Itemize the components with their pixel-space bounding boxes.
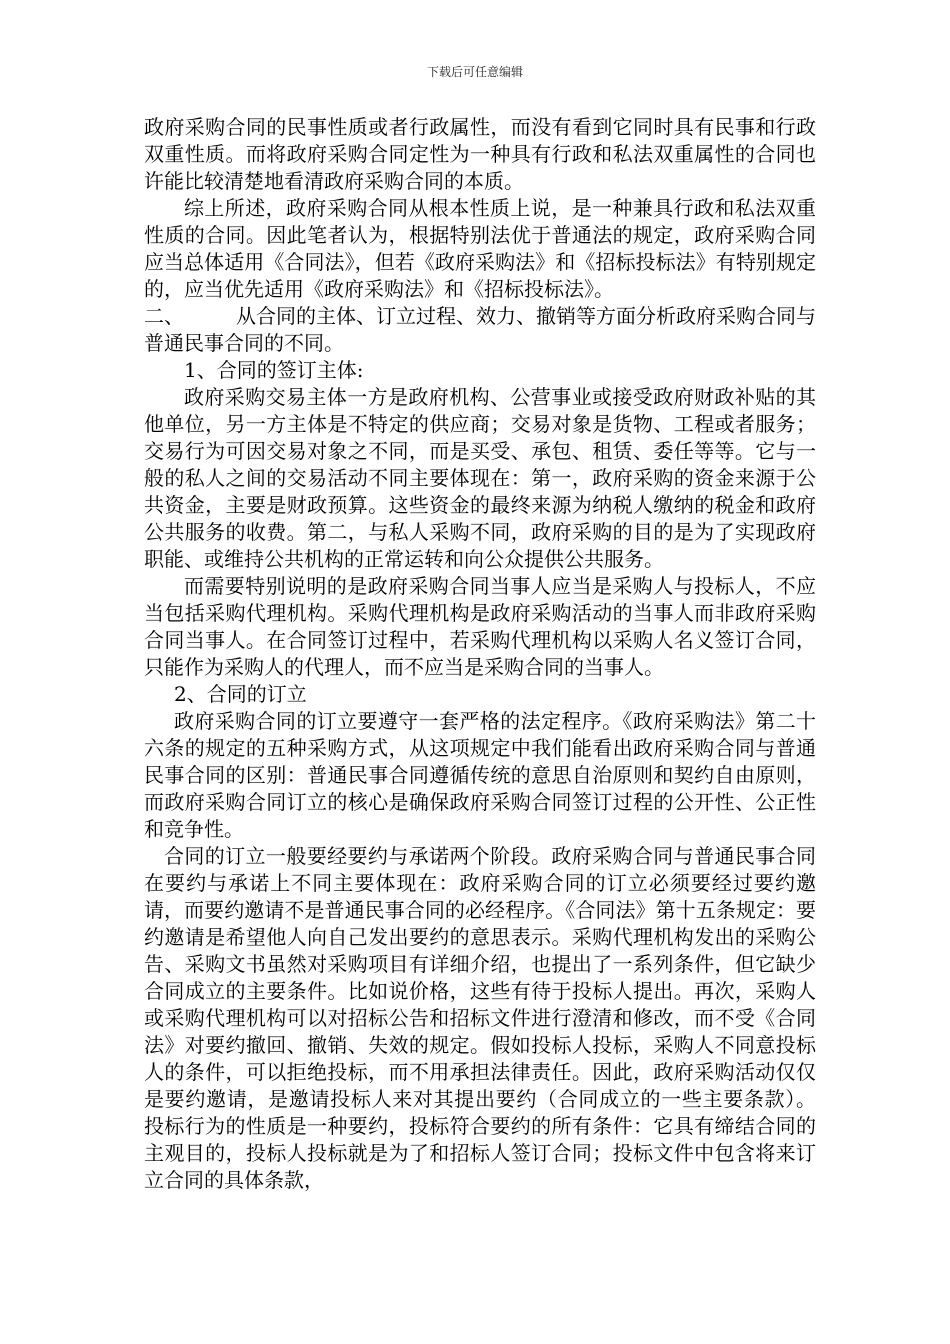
subsection-title: 2、合同的订立 <box>174 682 307 706</box>
page-header: 下载后可任意编辑 <box>426 65 523 79</box>
paragraph: 政府采购合同的订立要遵守一套严格的法定程序。《政府采购法》第二十六条的规定的五种采购方式，从这项规定中我们能看出政府采购合同与普通民事合同的区别：普通民事合同遵循传统的意思自治原则和契约自由原则，而政府采购合同订立的核心是确保政府采购合同签订过程的公开性、公正性和竞争性。 <box>144 709 816 841</box>
subsection-title: 1、合同的签订主体: <box>184 358 364 382</box>
paragraph: 综上所述，政府采购合同从根本性质上说，是一种兼具行政和私法双重性质的合同。因此笔者认为，根据特别法优于普通法的规定，政府采购合同应当总体适用《合同法》，但若《政府采购法》和《招标投标法》有特别规定的，应当优先适用《政府采购法》和《招标投标法》。 <box>144 196 816 301</box>
section-number: 二、 <box>144 304 184 328</box>
paragraph: 政府采购合同的民事性质或者行政属性，而没有看到它同时具有民事和行政双重性质。而将政府采购合同定性为一种具有行政和私法双重属性的合同也许能比较清楚地看清政府采购合同的本质。 <box>144 115 816 193</box>
paragraph: 合同的订立一般要经要约与承诺两个阶段。政府采购合同与普通民事合同在要约与承诺上不同主要体现在：政府采购合同的订立必须要经过要约邀请，而要约邀请不是普通民事合同的必经程序。《合同法》第十五条规定：要约邀请是希望他人向自己发出要约的意思表示。采购代理机构发出的采购公告、采购文书虽然对采购项目有详细介绍，也提出了一系列条件，但它缺少合同成立的主要条件。比如说价格，这些有待于投标人提出。再次，采购人或采购代理机构可以对招标公告和招标文件进行澄清和修改，而不受《合同法》对要约撤回、撤销、失效的规定。假如投标人投标，采购人不同意投标人的条件，可以拒绝投标，而不用承担法律责任。因此，政府采购活动仅仅是要约邀请，是邀请投标人来对其提出要约（合同成立的一些主要条款）。 投标行为的性质是一种要约，投标符合要约的所有条件：它具有缔结合同的主观目的，投标人投标就是为了和招标人签订合同；投标文件中包含将来订立合同的具体条款， <box>144 844 816 1192</box>
section-title: 从合同的主体、订立过程、效力、撤销等方面分析政府采购合同与普通民事合同的不同。 <box>144 304 816 355</box>
section-heading <box>144 303 816 357</box>
paragraph: 政府采购交易主体一方是政府机构、公营事业或接受政府财政补贴的其他单位，另一方主体是不特定的供应商；交易对象是货物、工程或者服务；交易行为可因交易对象之不同，而是买受、承包、租赁、委任等等。它与一般的私人之间的交易活动不同主要体现在：第一，政府采购的资金来源于公共资金，主要是财政预算。这些资金的最终来源为纳税人缴纳的税金和政府公共服务的收费。第二，与私人采购不同，政府采购的目的是为了实现政府职能、或维持公共机构的正常运转和向公众提供公共服务。 <box>144 385 816 571</box>
document-body <box>144 114 816 1194</box>
paragraph: 而需要特别说明的是政府采购合同当事人应当是采购人与投标人，不应当包括采购代理机构。采购代理机构是政府采购活动的当事人而非政府采购合同当事人。在合同签订过程中，若采购代理机构以采购人名义签订合同，只能作为采购人的代理人，而不应当是采购合同的当事人。 <box>144 574 816 679</box>
